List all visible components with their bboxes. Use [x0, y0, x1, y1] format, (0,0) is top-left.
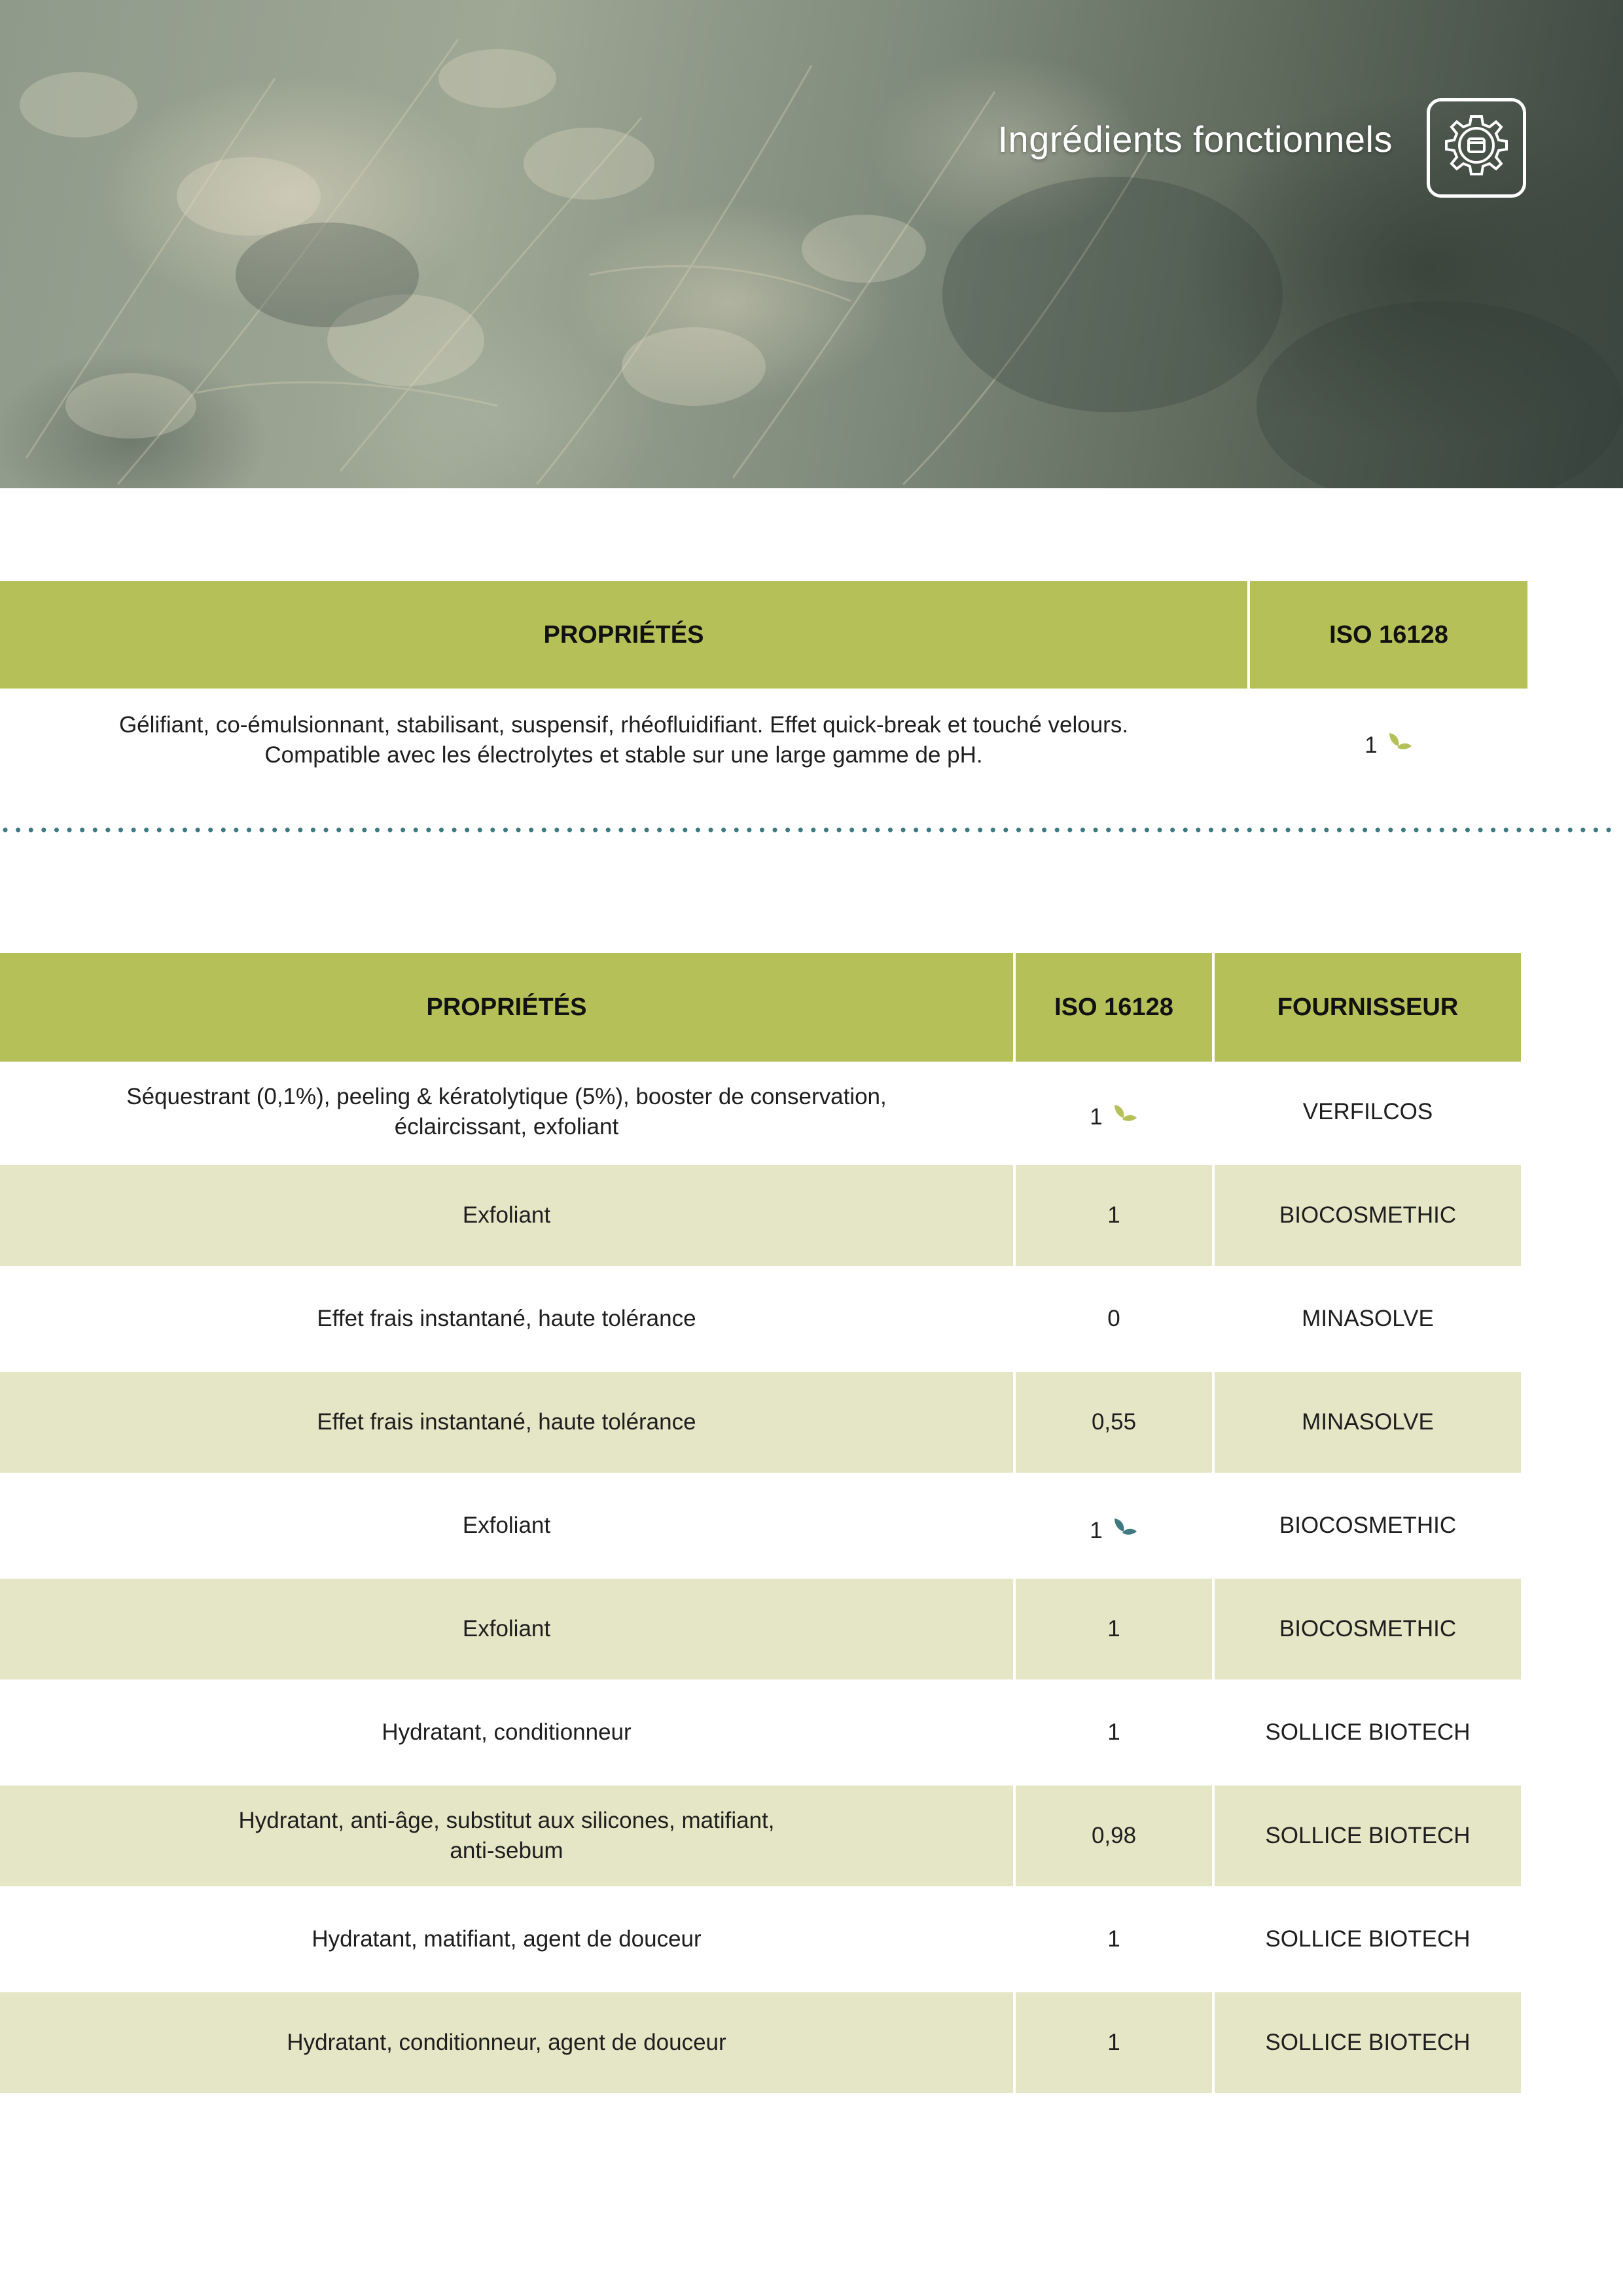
- properties-line: Séquestrant (0,1%), peeling & kératolytique (5%), booster de conservation,: [126, 1084, 887, 1109]
- supplier-cell: SOLLICE BIOTECH: [1215, 1785, 1521, 1889]
- table-row: [0, 1682, 1521, 1785]
- properties-cell: Effet frais instantané, haute tolérance: [0, 1372, 1016, 1475]
- table-header-row: [0, 953, 1521, 1062]
- supplier-cell: BIOCOSMETHIC: [1215, 1475, 1521, 1579]
- iso-cell: 1: [1016, 1579, 1215, 1682]
- supplier-cell: SOLLICE BIOTECH: [1215, 1992, 1521, 2096]
- table-header-row: [0, 581, 1527, 689]
- properties-cell: Exfoliant: [0, 1165, 1016, 1268]
- supplier-cell: SOLLICE BIOTECH: [1215, 1682, 1521, 1785]
- properties-cell: Hydratant, conditionneur, agent de douceur: [0, 1992, 1016, 2096]
- properties-cell: Exfoliant: [0, 1579, 1016, 1682]
- table-row: [0, 1475, 1521, 1579]
- table-row: [0, 1165, 1521, 1268]
- properties-line: Compatible avec les électrolytes et stable sur une large gamme de pH.: [264, 742, 983, 768]
- properties-line: anti-sebum: [450, 1838, 563, 1863]
- table-row: [0, 1062, 1521, 1165]
- iso-cell: 0,55: [1016, 1372, 1215, 1475]
- iso-cell: 0: [1016, 1268, 1215, 1372]
- iso-cell: [1016, 1475, 1215, 1579]
- properties-line: Gélifiant, co-émulsionnant, stabilisant, suspensif, rhéofluidifiant. Effet quick-break et touché velours.: [118, 712, 1129, 738]
- iso-cell: 1: [1016, 1889, 1215, 1992]
- iso-cell: 1: [1016, 1992, 1215, 2096]
- supplier-cell: VERFILCOS: [1215, 1062, 1521, 1165]
- table-row: [0, 1579, 1521, 1682]
- iso-value: 1: [1090, 1104, 1103, 1130]
- iso-cell: 0,98: [1016, 1785, 1215, 1889]
- iso-value: 1: [1090, 1518, 1103, 1543]
- table-row: [0, 1268, 1521, 1372]
- supplier-cell: MINASOLVE: [1215, 1268, 1521, 1372]
- header-supplier: FOURNISSEUR: [1215, 953, 1521, 1062]
- header-properties: PROPRIÉTÉS: [0, 953, 1016, 1062]
- gear-ingredient-icon: [1427, 98, 1526, 198]
- table-row: [0, 1992, 1521, 2096]
- hero-banner: [0, 0, 1623, 488]
- supplier-cell: SOLLICE BIOTECH: [1215, 1889, 1521, 1992]
- properties-cell: Hydratant, conditionneur: [0, 1682, 1016, 1785]
- supplier-cell: BIOCOSMETHIC: [1215, 1165, 1521, 1268]
- iso-cell: [1250, 689, 1527, 792]
- properties-cell: Hydratant, matifiant, agent de douceur: [0, 1889, 1016, 1992]
- properties-line: Hydratant, anti-âge, substitut aux silicones, matifiant,: [238, 1808, 775, 1833]
- properties-cell: [0, 689, 1250, 792]
- table-row: [0, 689, 1527, 792]
- iso-cell: [1016, 1062, 1215, 1165]
- leaf-teal-icon: [1112, 1516, 1138, 1541]
- page-title: Ingrédients fonctionnels: [997, 118, 1393, 160]
- properties-cell: Exfoliant: [0, 1475, 1016, 1579]
- header-iso: ISO 16128: [1016, 953, 1215, 1062]
- iso-cell: 1: [1016, 1682, 1215, 1785]
- header-properties: PROPRIÉTÉS: [0, 581, 1250, 689]
- properties-cell: [0, 1785, 1016, 1889]
- properties-table-2: [0, 953, 1521, 2096]
- table-row: [0, 1889, 1521, 1992]
- header-iso: ISO 16128: [1250, 581, 1527, 689]
- iso-cell: 1: [1016, 1165, 1215, 1268]
- properties-cell: [0, 1062, 1016, 1165]
- hero-foliage-texture: [0, 0, 1623, 488]
- leaf-green-icon: [1112, 1102, 1138, 1127]
- properties-table-1: [0, 581, 1527, 792]
- properties-line: éclaircissant, exfoliant: [394, 1114, 619, 1139]
- properties-cell: Effet frais instantané, haute tolérance: [0, 1268, 1016, 1372]
- table-row: [0, 1372, 1521, 1475]
- supplier-cell: MINASOLVE: [1215, 1372, 1521, 1475]
- iso-value: 1: [1364, 732, 1378, 758]
- leaf-green-icon: [1387, 730, 1413, 755]
- table-row: [0, 1785, 1521, 1889]
- dotted-divider: [0, 826, 1623, 834]
- supplier-cell: BIOCOSMETHIC: [1215, 1579, 1521, 1682]
